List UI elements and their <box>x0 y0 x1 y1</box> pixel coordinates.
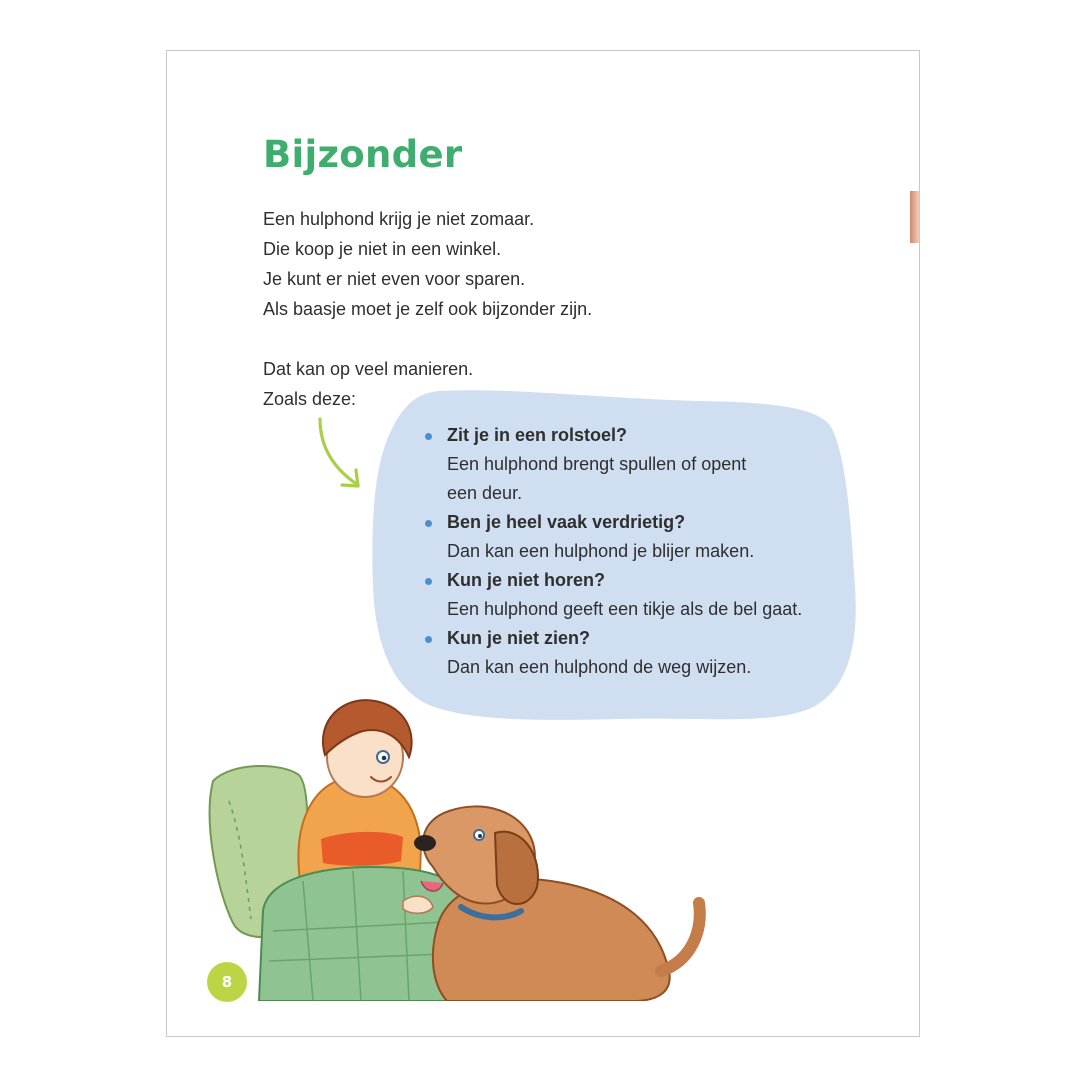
answer-line: Dan kan een hulphond de weg wijzen. <box>447 657 752 677</box>
bullet-icon <box>425 578 432 585</box>
bullet-icon <box>425 520 432 527</box>
question: Ben je heel vaak verdrietig? <box>447 512 686 532</box>
arrow-icon <box>312 417 372 497</box>
bullet-icon <box>425 433 432 440</box>
answer-line: Een hulphond brengt spullen of opent <box>447 454 747 474</box>
question: Kun je niet zien? <box>447 628 591 648</box>
book-page <box>166 50 920 1037</box>
answer-line: een deur. <box>447 483 523 503</box>
question: Zit je in een rolstoel? <box>447 425 628 445</box>
next-page-edge <box>910 191 919 243</box>
intro-text <box>263 204 783 414</box>
answer-line: Dan kan een hulphond je blijer maken. <box>447 541 755 561</box>
intro-line: Zoals deze: <box>263 389 357 409</box>
page-title: Bijzonder <box>263 133 463 176</box>
intro-line: Die koop je niet in een winkel. <box>263 239 502 259</box>
list-item <box>425 421 855 508</box>
intro-line: Als baasje moet je zelf ook bijzonder zijn. <box>263 299 593 319</box>
list-item <box>425 566 855 624</box>
intro-line: Dat kan op veel manieren. <box>263 359 474 379</box>
intro-line: Je kunt er niet even voor sparen. <box>263 269 526 289</box>
child-dog-illustration <box>203 671 723 1001</box>
intro-line: Een hulphond krijg je niet zomaar. <box>263 209 535 229</box>
qa-list <box>425 421 855 682</box>
page-number-badge: 8 <box>207 962 247 1002</box>
bullet-icon <box>425 636 432 643</box>
question: Kun je niet horen? <box>447 570 606 590</box>
list-item <box>425 508 855 566</box>
answer-line: Een hulphond geeft een tikje als de bel gaat. <box>447 599 803 619</box>
